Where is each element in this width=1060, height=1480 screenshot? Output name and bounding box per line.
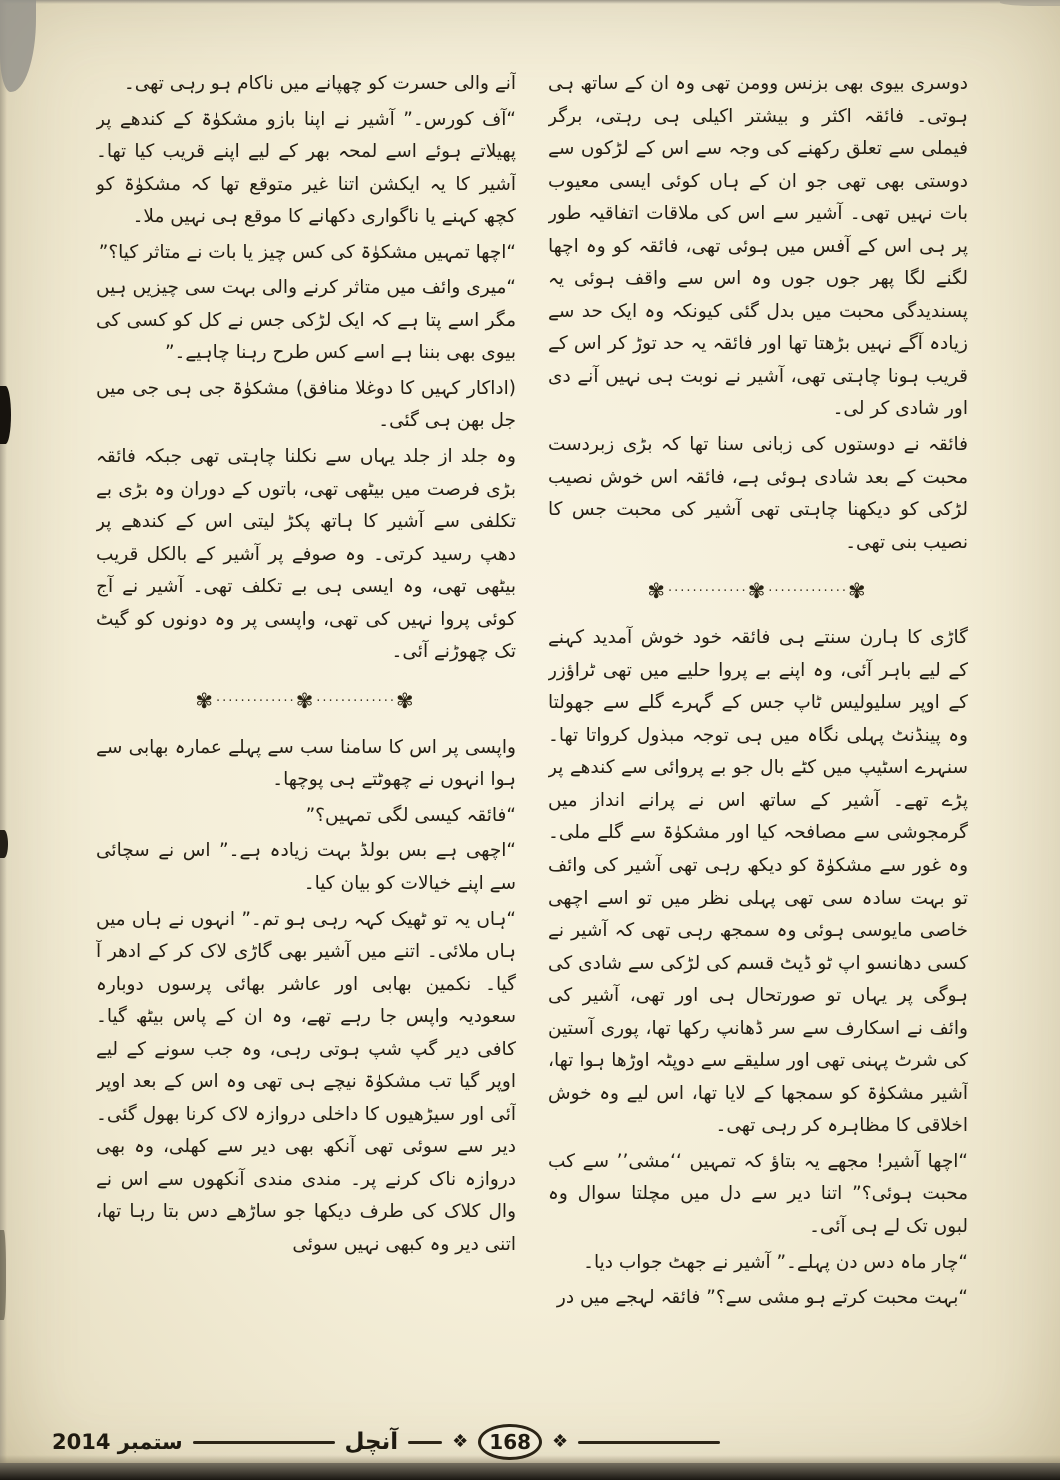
footer-ornament-icon: ❖	[552, 1431, 569, 1452]
flower-ornament-icon: ✾	[848, 579, 869, 604]
flower-ornament-icon: ✾	[396, 688, 417, 713]
footer-rule	[408, 1441, 442, 1444]
scan-edge-top	[0, 0, 1060, 4]
scan-blob	[0, 830, 8, 858]
page-footer	[52, 1424, 720, 1460]
section-divider	[548, 573, 968, 610]
scan-blob	[0, 1230, 6, 1320]
scan-blob	[0, 386, 11, 444]
paragraph: “اچھی ہے بس بولڈ بہت زیادہ ہے۔” اس نے سچائی سے اپنے خیالات کو بیان کیا۔	[96, 840, 516, 894]
paragraph: “میری وائف میں متاثر کرنے والی بہت سی چیزیں ہیں مگر اسے پتا ہے کہ ایک لڑکی جس نے کل کو کسی کی بیوی بھی بننا ہے اسے کس طرح رہنا چاہیے۔”	[96, 277, 516, 364]
dotted-rule: ·············	[316, 693, 397, 709]
paragraph: آنے والی حسرت کو چھپانے میں ناکام ہو رہی تھی۔	[123, 73, 516, 94]
dotted-rule: ·············	[667, 584, 748, 600]
paragraph: “اچھا تمہیں مشکوٰۃ کی کس چیز یا بات نے متاثر کیا؟”	[98, 241, 516, 263]
paragraph: “آف کورس۔” آشیر نے اپنا بازو مشکوٰۃ کے کندھے پر پھیلاتے ہوئے اسے لمحہ بھر کے لیے اپنے قریب کیا تھا۔ آشیر کا یہ ایکشن اتنا غیر متوقع تھا کہ مشکوٰۃ کو کچھ کہنے یا ناگواری دکھانے کا موقع ہی نہیں ملا۔	[96, 108, 516, 228]
paragraph: “چار ماہ دس دن پہلے۔” آشیر نے جھٹ جواب دیا۔	[583, 1251, 968, 1273]
dotted-rule: ·············	[768, 584, 849, 600]
paragraph: گاڑی کا ہارن سنتے ہی فائقہ خود خوش آمدید کہنے کے لیے باہر آئی، وہ اپنے بے پروا حلیے میں تھی ٹراؤزر کے اوپر سلیولیس ٹاپ جس کے گہرے گلے سے جھولتا وہ پینڈنٹ پہلی نگاہ میں ہی توجہ مبذول کرواتا تھا۔ سنہرے اسٹیپ میں کٹے بال جو بے پروائی سے کندھے پر پڑے تھے۔ آشیر کے ساتھ اس نے پرانے انداز میں گرمجوشی سے مصافحہ کیا اور مشکوٰۃ سے گلے ملی۔ وہ غور سے مشکوٰۃ کو دیکھ رہی تھی آشیر کی وائف تو بہت سادہ سی تھی پہلی نظر میں تو اسے اچھی خاصی مایوسی ہوئی وہ سمجھ رہی تھی کہ آشیر نے کسی دھانسو اپ ٹو ڈیٹ قسم کی لڑکی سے شادی کی ہوگی پر یہاں تو صورتحال ہی اور تھی، آشیر کی وائف نے اسکارف سے سر ڈھانپ رکھا تھا، پوری آستین کی شرٹ پہنی تھی اور سلیقے سے دوپٹہ اوڑھا ہوا تھا، آشیر مشکوٰۃ کو سمجھا کے لایا تھا، اس لیے وہ خوش اخلاقی کا مظاہرہ کر رہی تھی۔	[548, 627, 968, 1137]
issue-date: ستمبر 2014	[52, 1430, 183, 1454]
text-column-left	[96, 68, 516, 1418]
footer-ornament-icon: ❖	[452, 1431, 469, 1452]
section-divider	[96, 683, 516, 720]
flower-ornament-icon: ✾	[647, 579, 668, 604]
paragraph: وہ جلد از جلد یہاں سے نکلنا چاہتی تھی جبکہ فائقہ بڑی فرصت میں بیٹھی تھی، باتوں کے دوران وہ بڑی بے تکلفی سے آشیر کا ہاتھ پکڑ لیتی اس کے کندھے پر دھپ رسید کرتی۔ وہ صوفے پر آشیر کے بالکل قریب بیٹھی تھی، وہ ایسی ہی بے تکلف تھی۔ آشیر نے آج کوئی پروا نہیں کی تھی، واپسی پر وہ دونوں کو گیٹ تک چھوڑنے آئی۔	[96, 446, 516, 663]
text-column-right	[548, 68, 968, 1418]
dotted-rule: ·············	[215, 693, 296, 709]
paragraph: فائقہ نے دوستوں کی زبانی سنا تھا کہ بڑی زبردست محبت کے بعد شادی ہوئی ہے، فائقہ اس خوش نصیب لڑکی کو دیکھنا چاہتی تھی آشیر کی محبت جس کا نصیب بنی تھی۔	[548, 434, 968, 553]
paragraph: “اچھا آشیر! مجھے یہ بتاؤ کہ تمہیں ‘‘مشی’’ سے کب محبت ہوئی؟” اتنا دیر سے دل میں مچلتا سوال وہ لبوں تک لے ہی آئی۔	[548, 1150, 968, 1237]
paragraph: واپسی پر اس کا سامنا سب سے پہلے عمارہ بھابی سے ہوا انہوں نے چھوٹتے ہی پوچھا۔	[96, 736, 516, 791]
scan-edge-top-right	[1000, 0, 1060, 6]
paragraph: (اداکار کہیں کا دوغلا منافق) مشکوٰۃ جی ہی جی میں جل بھن ہی گئی۔	[96, 377, 516, 432]
paragraph: “بہت محبت کرتے ہو مشی سے؟” فائقہ لہجے میں در	[556, 1287, 968, 1309]
footer-rule	[193, 1441, 335, 1444]
flower-ornament-icon: ✾	[195, 688, 216, 713]
paragraph: دوسری بیوی بھی بزنس وومن تھی وہ ان کے ساتھ ہی ہوتی۔ فائقہ اکثر و بیشتر اکیلی ہی رہتی، برگر فیملی سے تعلق رکھنے کی وجہ سے اس کے لڑکوں سے دوستی بھی تھی جو ان کے ہاں کوئی ایسی معیوب بات نہیں تھی۔ آشیر سے اس کی ملاقات اتفاقیہ طور پر ہی اس کے آفس میں ہوئی تھی، فائقہ کو وہ اچھا لگنے لگا پھر جوں جوں وہ اس سے واقف ہوئی یہ پسندیدگی محبت میں بدل گئی کیونکہ وہ ایک حد سے زیادہ آگے نہیں بڑھتا تھا اور فائقہ یہ حد توڑ کر اس کے قریب ہونا چاہتی تھی، آشیر نے نوبت ہی نہیں آنے دی اور شادی کر لی۔	[548, 73, 968, 420]
page-number-badge: 168	[478, 1424, 542, 1460]
flower-ornament-icon: ✾	[747, 579, 769, 604]
scan-edge-bottom	[0, 1463, 1060, 1480]
page-body	[96, 68, 968, 1418]
flower-ornament-icon: ✾	[295, 688, 317, 713]
scan-blotch-top-left	[0, 0, 36, 92]
paragraph: “فائقہ کیسی لگی تمہیں؟”	[305, 804, 516, 826]
footer-rule	[578, 1441, 720, 1444]
paragraph: “ہاں یہ تو ٹھیک کہہ رہی ہو تم۔” انہوں نے ہاں میں ہاں ملائی۔ اتنے میں آشیر بھی گاڑی لاک کر کے ادھر آ گیا۔ نکمین بھابی اور عاشر بھائی پرسوں دوبارہ سعودیہ واپس جا رہے تھے، وہ ان کے پاس بیٹھ گیا۔ کافی دیر گپ شپ ہوتی رہی، وہ جب سونے کے لیے اوپر گیا تب مشکوٰۃ نیچے ہی تھی وہ اس کے بعد اوپر آئی اور سیڑھیوں کا داخلی دروازہ لاک کرنا بھول گئی۔ دیر سے سوئی تھی آنکھ بھی دیر سے کھلی، وہ بھی دروازہ ناک کرنے پر۔ مندی مندی آنکھوں سے اس نے وال کلاک کی طرف دیکھا جو ساڑھے دس بتا رہا تھا، اتنی دیر وہ کبھی نہیں سوئی	[96, 908, 516, 1255]
magazine-title: آنچل	[344, 1429, 399, 1455]
scan-edge-left	[0, 0, 7, 1480]
